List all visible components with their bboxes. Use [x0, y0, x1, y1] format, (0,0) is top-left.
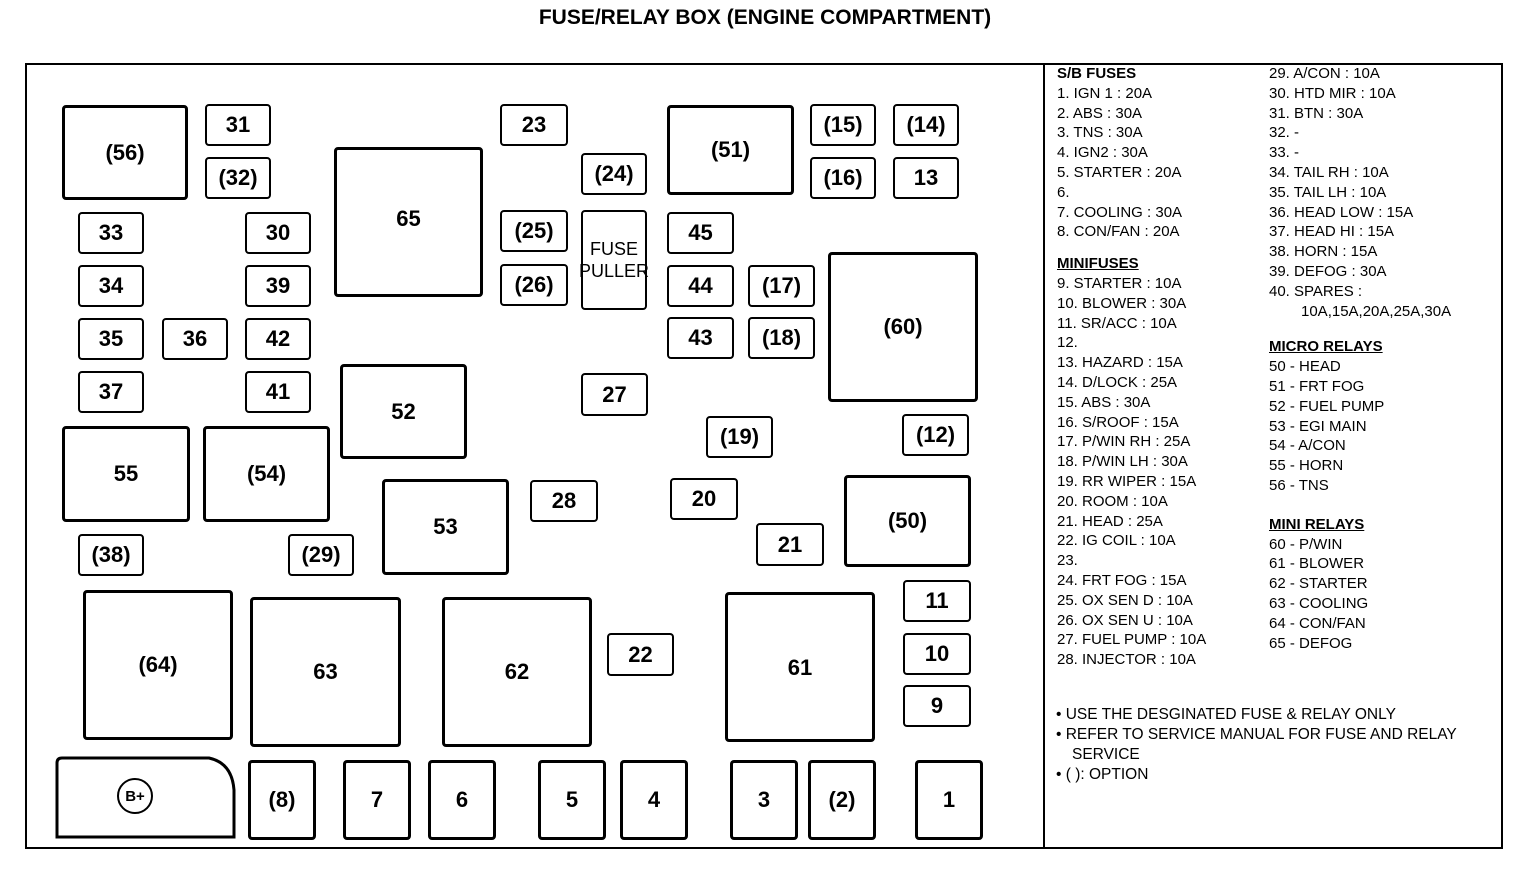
fuse-38: (38)	[78, 534, 144, 576]
legend-item: 62 - STARTER	[1269, 575, 1368, 593]
fuse-10: 10	[903, 633, 971, 675]
col2-fuses-list	[1269, 64, 1451, 302]
fuse-30: 30	[245, 212, 311, 254]
legend-item: 50 - HEAD	[1269, 358, 1341, 376]
relay-55: 55	[62, 426, 190, 522]
legend-item: 12.	[1057, 334, 1078, 352]
relay-51: (51)	[667, 105, 794, 195]
fuse-35: 35	[78, 318, 144, 360]
fuse-5: 5	[538, 760, 606, 840]
fuse-33: 33	[78, 212, 144, 254]
fuse-4: 4	[620, 760, 688, 840]
relay-63: 63	[250, 597, 401, 747]
legend-divider	[1043, 63, 1045, 849]
legend-item: 4. IGN2 : 30A	[1057, 144, 1148, 162]
legend-item: 8. CON/FAN : 20A	[1057, 223, 1180, 241]
legend-item: 27. FUEL PUMP : 10A	[1057, 631, 1207, 649]
legend-item: 60 - P/WIN	[1269, 535, 1343, 553]
legend-item: 63 - COOLING	[1269, 594, 1369, 612]
fuse-39: 39	[245, 265, 311, 307]
legend-item: 40. SPARES :	[1269, 282, 1363, 300]
note-item: • ( ): OPTION	[1056, 766, 1149, 783]
relay-62: 62	[442, 597, 592, 747]
fuse-44: 44	[667, 265, 734, 307]
legend-item: 37. HEAD HI : 15A	[1269, 223, 1395, 241]
fuse-42: 42	[245, 318, 311, 360]
relay-50: (50)	[844, 475, 971, 567]
relay-65: 65	[334, 147, 483, 297]
notes	[1056, 705, 1496, 785]
fuse-23: 23	[500, 104, 568, 146]
legend-item: 1. IGN 1 : 20A	[1057, 84, 1153, 102]
relay-60: (60)	[828, 252, 978, 402]
minifuses-heading: MINIFUSES	[1057, 255, 1139, 273]
legend-item: 29. A/CON : 10A	[1269, 65, 1380, 82]
legend-item: 56 - TNS	[1269, 476, 1329, 494]
mini-relays-heading: MINI RELAYS	[1269, 515, 1365, 533]
legend-item: 20. ROOM : 10A	[1057, 492, 1168, 510]
legend-item: 21. HEAD : 25A	[1057, 512, 1163, 530]
fuse-28: 28	[530, 480, 598, 522]
relay-64: (64)	[83, 590, 233, 740]
legend-item: 31. BTN : 30A	[1269, 104, 1364, 122]
legend-item: 22. IG COIL : 10A	[1057, 532, 1176, 550]
fuse-19: (19)	[706, 416, 773, 458]
legend-item: 53 - EGI MAIN	[1269, 417, 1367, 435]
legend-item: 25. OX SEN D : 10A	[1057, 591, 1193, 609]
fuse-20: 20	[670, 478, 738, 520]
fuse-puller	[578, 210, 650, 310]
micro-relays-heading: MICRO RELAYS	[1269, 338, 1383, 356]
fuse-2: (2)	[808, 760, 876, 840]
fuse-15: (15)	[810, 104, 876, 146]
legend-item: 61 - BLOWER	[1269, 555, 1365, 573]
legend-item: 36. HEAD LOW : 15A	[1269, 203, 1414, 221]
legend-item: 33. -	[1269, 144, 1300, 162]
legend-item: 32. -	[1269, 124, 1300, 142]
legend-column-2	[1269, 64, 1451, 653]
micro-relays-list	[1269, 357, 1451, 496]
fuse-puller-label-2: PULLER	[578, 261, 650, 281]
note-item: • USE THE DESGINATED FUSE & RELAY ONLY	[1056, 706, 1396, 723]
legend-item: 7. COOLING : 30A	[1057, 203, 1183, 221]
spares-values: 10A,15A,20A,25A,30A	[1301, 302, 1452, 320]
relay-54: (54)	[203, 426, 330, 522]
legend-item: 52 - FUEL PUMP	[1269, 397, 1385, 415]
note-item: • REFER TO SERVICE MANUAL FOR FUSE AND RELAY SERVICE	[1056, 726, 1457, 763]
relay-56: (56)	[62, 105, 188, 200]
legend-item: 39. DEFOG : 30A	[1269, 262, 1387, 280]
fuse-41: 41	[245, 371, 311, 413]
legend-item: 13. HAZARD : 15A	[1057, 354, 1183, 372]
fuse-6: 6	[428, 760, 496, 840]
legend-item: 16. S/ROOF : 15A	[1057, 413, 1179, 431]
legend-item: 38. HORN : 15A	[1269, 243, 1378, 261]
fuse-12: (12)	[902, 414, 969, 456]
legend-item: 14. D/LOCK : 25A	[1057, 373, 1178, 391]
legend-item: 2. ABS : 30A	[1057, 104, 1143, 122]
battery-positive-icon: B+	[117, 778, 153, 814]
legend-item: 35. TAIL LH : 10A	[1269, 183, 1387, 201]
mini-relays-list	[1269, 535, 1451, 654]
legend-item: 34. TAIL RH : 10A	[1269, 163, 1389, 181]
sb-fuses-heading: S/B FUSES	[1057, 65, 1137, 82]
fuse-21: 21	[756, 523, 824, 566]
legend-item: 18. P/WIN LH : 30A	[1057, 453, 1188, 471]
fuse-25: (25)	[500, 210, 568, 252]
legend-item: 3. TNS : 30A	[1057, 124, 1143, 142]
fuse-7: 7	[343, 760, 411, 840]
fuse-26: (26)	[500, 264, 568, 306]
fuse-43: 43	[667, 317, 734, 359]
fuse-22: 22	[607, 633, 674, 676]
fuse-34: 34	[78, 265, 144, 307]
diagram-title: FUSE/RELAY BOX (ENGINE COMPARTMENT)	[538, 6, 992, 29]
legend-item: 65 - DEFOG	[1269, 634, 1353, 652]
legend-item: 24. FRT FOG : 15A	[1057, 571, 1187, 589]
fuse-puller-label-1: FUSE	[589, 239, 638, 259]
fuse-9: 9	[903, 685, 971, 727]
fuse-13: 13	[893, 157, 959, 199]
legend-item: 55 - HORN	[1269, 457, 1344, 475]
legend-item: 64 - CON/FAN	[1269, 614, 1366, 632]
fuse-1: 1	[915, 760, 983, 840]
legend-item: 11. SR/ACC : 10A	[1057, 314, 1177, 332]
legend-item: 51 - FRT FOG	[1269, 377, 1365, 395]
fuse-29: (29)	[288, 534, 354, 576]
sb-fuses-list	[1057, 84, 1206, 242]
relay-61: 61	[725, 592, 875, 742]
relay-52: 52	[340, 364, 467, 459]
legend-item: 6.	[1057, 183, 1070, 201]
legend-item: 10. BLOWER : 30A	[1057, 294, 1187, 312]
legend-item: 54 - A/CON	[1269, 437, 1346, 455]
legend-item: 15. ABS : 30A	[1057, 393, 1151, 411]
fuse-18: (18)	[748, 317, 815, 359]
legend-item: 19. RR WIPER : 15A	[1057, 472, 1197, 490]
legend-item: 26. OX SEN U : 10A	[1057, 611, 1193, 629]
fuse-11: 11	[903, 580, 971, 622]
legend-item: 28. INJECTOR : 10A	[1057, 651, 1196, 669]
fuse-45: 45	[667, 212, 734, 254]
fuse-37: 37	[78, 371, 144, 413]
fuse-14: (14)	[893, 104, 959, 146]
legend-column-1	[1057, 64, 1206, 670]
legend-item: 23.	[1057, 552, 1078, 570]
fuse-32: (32)	[205, 157, 271, 199]
legend-item: 30. HTD MIR : 10A	[1269, 84, 1396, 102]
fuse-8: (8)	[248, 760, 316, 840]
fuse-27: 27	[581, 373, 648, 416]
fuse-24: (24)	[581, 153, 647, 195]
fuse-17: (17)	[748, 265, 815, 307]
relay-53: 53	[382, 479, 509, 575]
fuse-31: 31	[205, 104, 271, 146]
legend-item: 17. P/WIN RH : 25A	[1057, 433, 1191, 451]
legend-item: 9. STARTER : 10A	[1057, 274, 1182, 292]
fuse-16: (16)	[810, 157, 876, 199]
fuse-3: 3	[730, 760, 798, 840]
fuse-36: 36	[162, 318, 228, 360]
legend-item: 5. STARTER : 20A	[1057, 163, 1182, 181]
minifuses-list	[1057, 274, 1206, 670]
